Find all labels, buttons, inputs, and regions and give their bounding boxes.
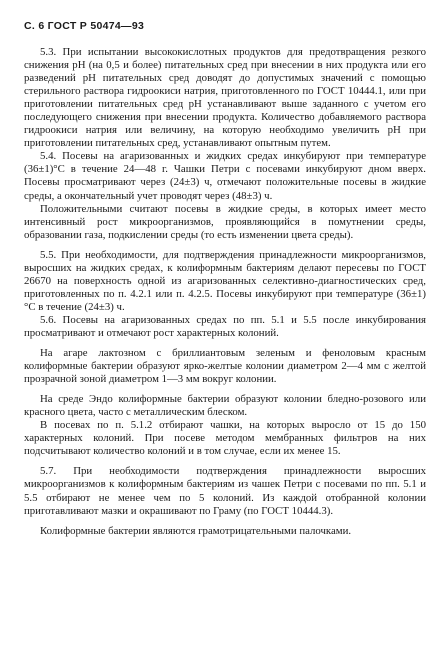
paragraph-5-7: 5.7. При необходимости подтверждения принадлежности выросших микроорганизмов к колиформным бактериям из чашек Петри с посевами по пп. 5.1 и 5.5 отбирают не менее чем по 5 колоний. Из каждой отобранной колонии приготавливают мазки и окрашивают по Граму (по ГОСТ 10444.3). bbox=[24, 465, 426, 517]
paragraph-gram-negative: Колиформные бактерии являются грамотрицательными палочками. bbox=[40, 524, 352, 537]
document-page bbox=[24, 20, 426, 538]
paragraph-positive-seeds: Положительными считают посевы в жидкие среды, в которых имеет место интенсивный рост микроорганизмов, проявляющийся в помутнении среды, образовании газа, подкислении среды (то есть изменении цвета среды). bbox=[24, 202, 426, 241]
page-header: С. 6 ГОСТ Р 50474—93 bbox=[24, 20, 145, 32]
paragraph-colony-count: В посевах по п. 5.1.2 отбирают чашки, на которых выросло от 15 до 150 характерных колоний. При посеве методом мембранных фильтров на них подсчитывают количество колоний и в том случае, если их менее 15. bbox=[24, 419, 426, 458]
paragraph-5-6: 5.6. Посевы на агаризованных средах по пп. 5.1 и 5.5 после инкубирования просматривают и отмечают рост характерных колоний. bbox=[24, 313, 426, 339]
paragraph-5-3: 5.3. При испытании высококислотных продуктов для предотвращения резкого снижения pH (на 0,5 и более) питательных сред при внесении в них продукта или его разведений pH питательных сред доводят до допустимых значений с помощью стерильного раствора гидроокиси натрия, приготовленного по ГОСТ 10444.1, или при приготовлении питательных сред pH устанавливают выше заданного с учетом его последующего снижения при внесении продукта. Количество добавляемого раствора гидроокиси натрия или величину, на которую необходимо увеличить pH при приготовлении питательных сред, устанавливают опытным путем. bbox=[24, 46, 426, 150]
paragraph-5-4: 5.4. Посевы на агаризованных и жидких средах инкубируют при температуре (36±1)°С в течение 24—48 г. Чашки Петри с посевами инкубируют дном вверх. Посевы просматривают через (24±3) ч, отмечают положительные посевы в жидкие среды, а окончательный учет проводят через (48±3) ч. bbox=[24, 150, 426, 202]
paragraph-endo-medium: На среде Эндо колиформные бактерии образуют колонии бледно-розового или красного цвета, часто с металлическим блеском. bbox=[24, 393, 426, 419]
paragraph-lactose-agar: На агаре лактозном с бриллиантовым зеленым и феноловым красным колиформные бактерии образуют ярко-желтые колонии диаметром 2—4 мм с желтой прозрачной зоной диаметром 1—3 мм вокруг колонии. bbox=[24, 347, 426, 386]
paragraph-5-5: 5.5. При необходимости, для подтверждения принадлежности микроорганизмов, выросших на жидких средах, к колиформным бактериям делают пересевы по ГОСТ 26670 на поверхность одной из агаризованных селективно-диагностических сред, приготовленных по п. 4.2.1 или п. 4.2.5. Посевы инкубируют при температуре (36±1)°С в течение (24±3) ч. bbox=[24, 248, 426, 313]
